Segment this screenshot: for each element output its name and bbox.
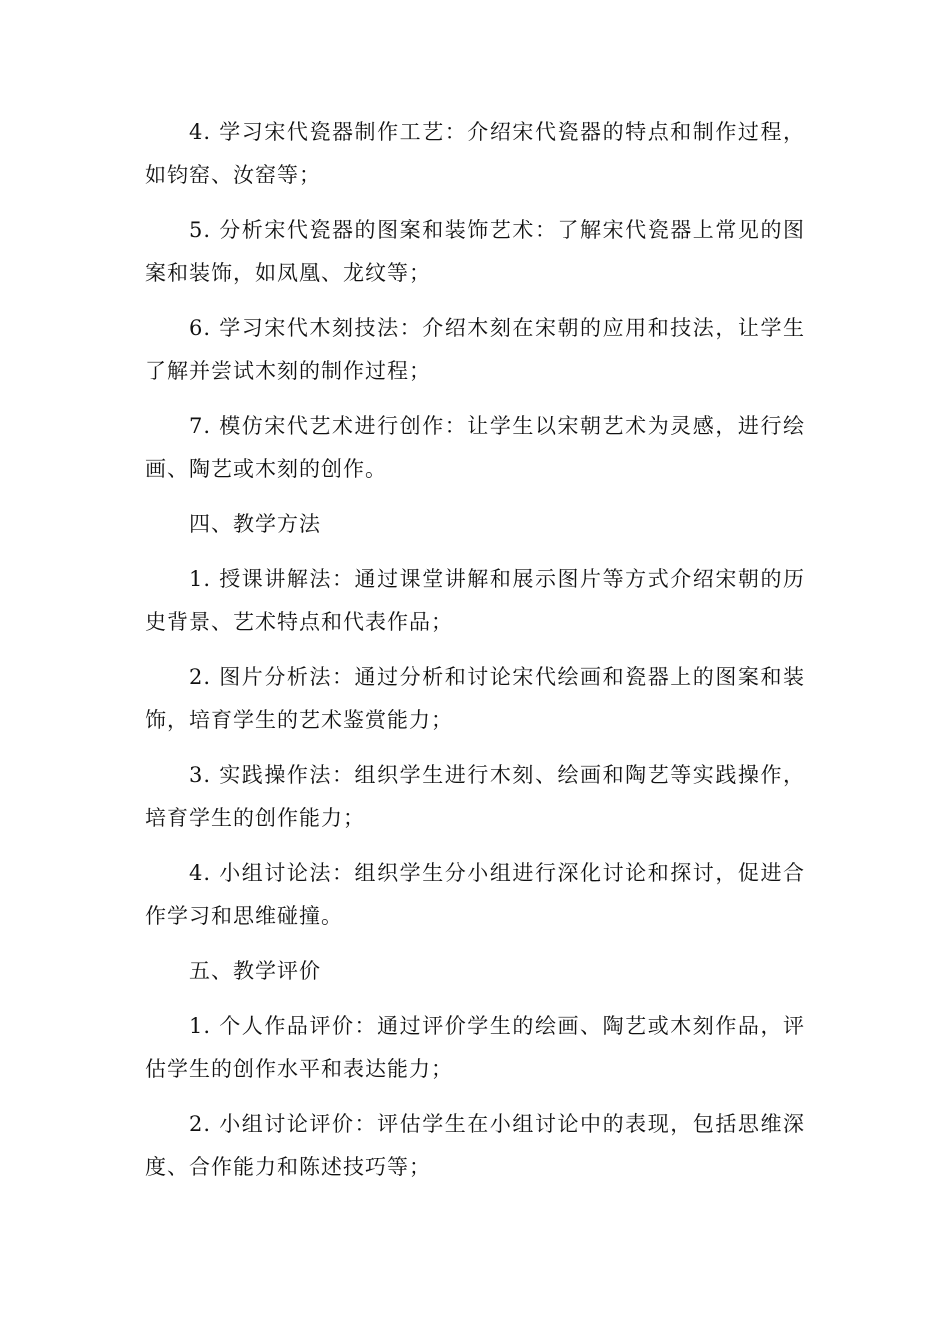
- list-item: 4. 小组讨论法：组织学生分小组进行深化讨论和探讨，促进合作学习和思维碰撞。: [145, 861, 805, 928]
- list-item: 5. 分析宋代瓷器的图案和装饰艺术：了解宋代瓷器上常见的图案和装饰，如凤凰、龙纹等；: [145, 218, 805, 285]
- list-item: 3. 实践操作法：组织学生进行木刻、绘画和陶艺等实践操作，培育学生的创作能力；: [145, 763, 805, 830]
- section-heading-teaching-evaluation: 五、教学评价: [189, 959, 321, 983]
- list-item: 2. 小组讨论评价：评估学生在小组讨论中的表现，包括思维深度、合作能力和陈述技巧等；: [145, 1112, 805, 1179]
- list-item: 4. 学习宋代瓷器制作工艺：介绍宋代瓷器的特点和制作过程，如钧窑、汝窑等；: [145, 120, 805, 187]
- list-item: 7. 模仿宋代艺术进行创作：让学生以宋朝艺术为灵感，进行绘画、陶艺或木刻的创作。: [145, 414, 805, 481]
- list-item: 6. 学习宋代木刻技法：介绍木刻在宋朝的应用和技法，让学生了解并尝试木刻的制作过程；: [145, 316, 805, 383]
- list-item: 2. 图片分析法：通过分析和讨论宋代绘画和瓷器上的图案和装饰，培育学生的艺术鉴赏能力；: [145, 665, 805, 732]
- section-heading-teaching-methods: 四、教学方法: [189, 512, 321, 536]
- list-item: 1. 授课讲解法：通过课堂讲解和展示图片等方式介绍宋朝的历史背景、艺术特点和代表作品；: [145, 567, 805, 634]
- list-item: 1. 个人作品评价：通过评价学生的绘画、陶艺或木刻作品，评估学生的创作水平和表达能力；: [145, 1014, 805, 1081]
- document-body: [145, 111, 805, 1201]
